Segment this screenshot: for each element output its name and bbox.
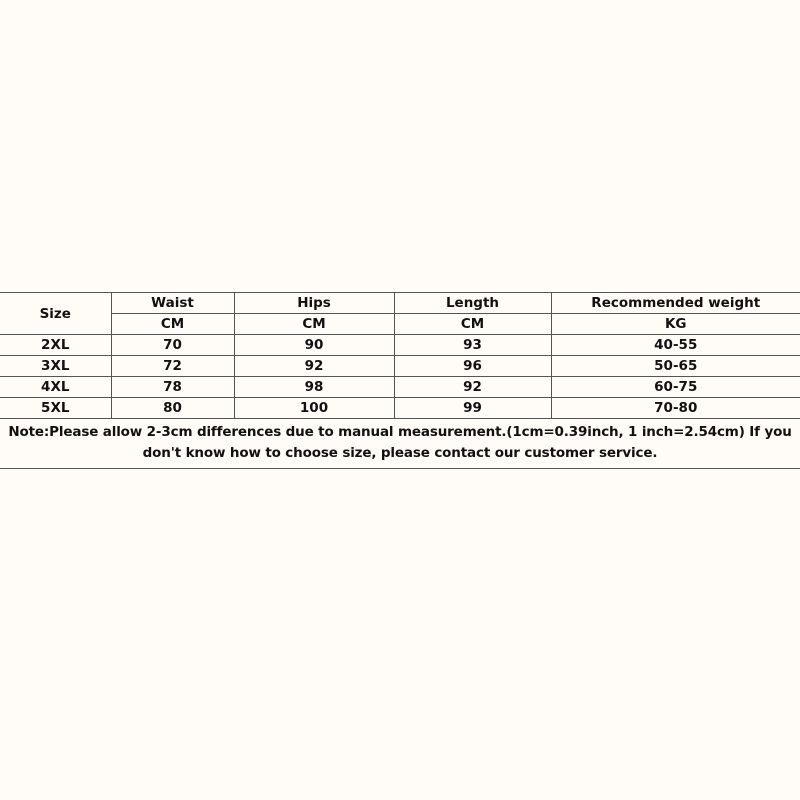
size-column-header: Size [0,293,111,335]
weight-cell: 40-55 [551,335,800,356]
size-chart-table [0,292,800,469]
table-row [0,398,800,419]
hips-cell: 90 [234,335,394,356]
measurement-note: Note:Please allow 2-3cm differences due to manual measurement.(1cm=0.39inch, 1 inch=2.54cm) If you don't know how to choose size, please contact our customer service. [0,419,800,469]
hips-cell: 100 [234,398,394,419]
waist-cell: 72 [111,356,234,377]
unit-row [0,314,800,335]
table-row [0,335,800,356]
size-cell: 4XL [0,377,111,398]
table-row [0,356,800,377]
waist-cell: 70 [111,335,234,356]
size-cell: 3XL [0,356,111,377]
weight-column-header: Recommended weight [551,293,800,314]
length-column-header: Length [394,293,551,314]
waist-cell: 80 [111,398,234,419]
table-row [0,377,800,398]
weight-cell: 50-65 [551,356,800,377]
waist-unit: CM [111,314,234,335]
weight-cell: 70-80 [551,398,800,419]
note-row [0,419,800,469]
weight-cell: 60-75 [551,377,800,398]
length-cell: 99 [394,398,551,419]
hips-unit: CM [234,314,394,335]
weight-unit: KG [551,314,800,335]
waist-cell: 78 [111,377,234,398]
hips-column-header: Hips [234,293,394,314]
hips-cell: 92 [234,356,394,377]
hips-cell: 98 [234,377,394,398]
length-unit: CM [394,314,551,335]
length-cell: 93 [394,335,551,356]
waist-column-header: Waist [111,293,234,314]
length-cell: 92 [394,377,551,398]
length-cell: 96 [394,356,551,377]
size-cell: 5XL [0,398,111,419]
header-row [0,293,800,314]
size-cell: 2XL [0,335,111,356]
